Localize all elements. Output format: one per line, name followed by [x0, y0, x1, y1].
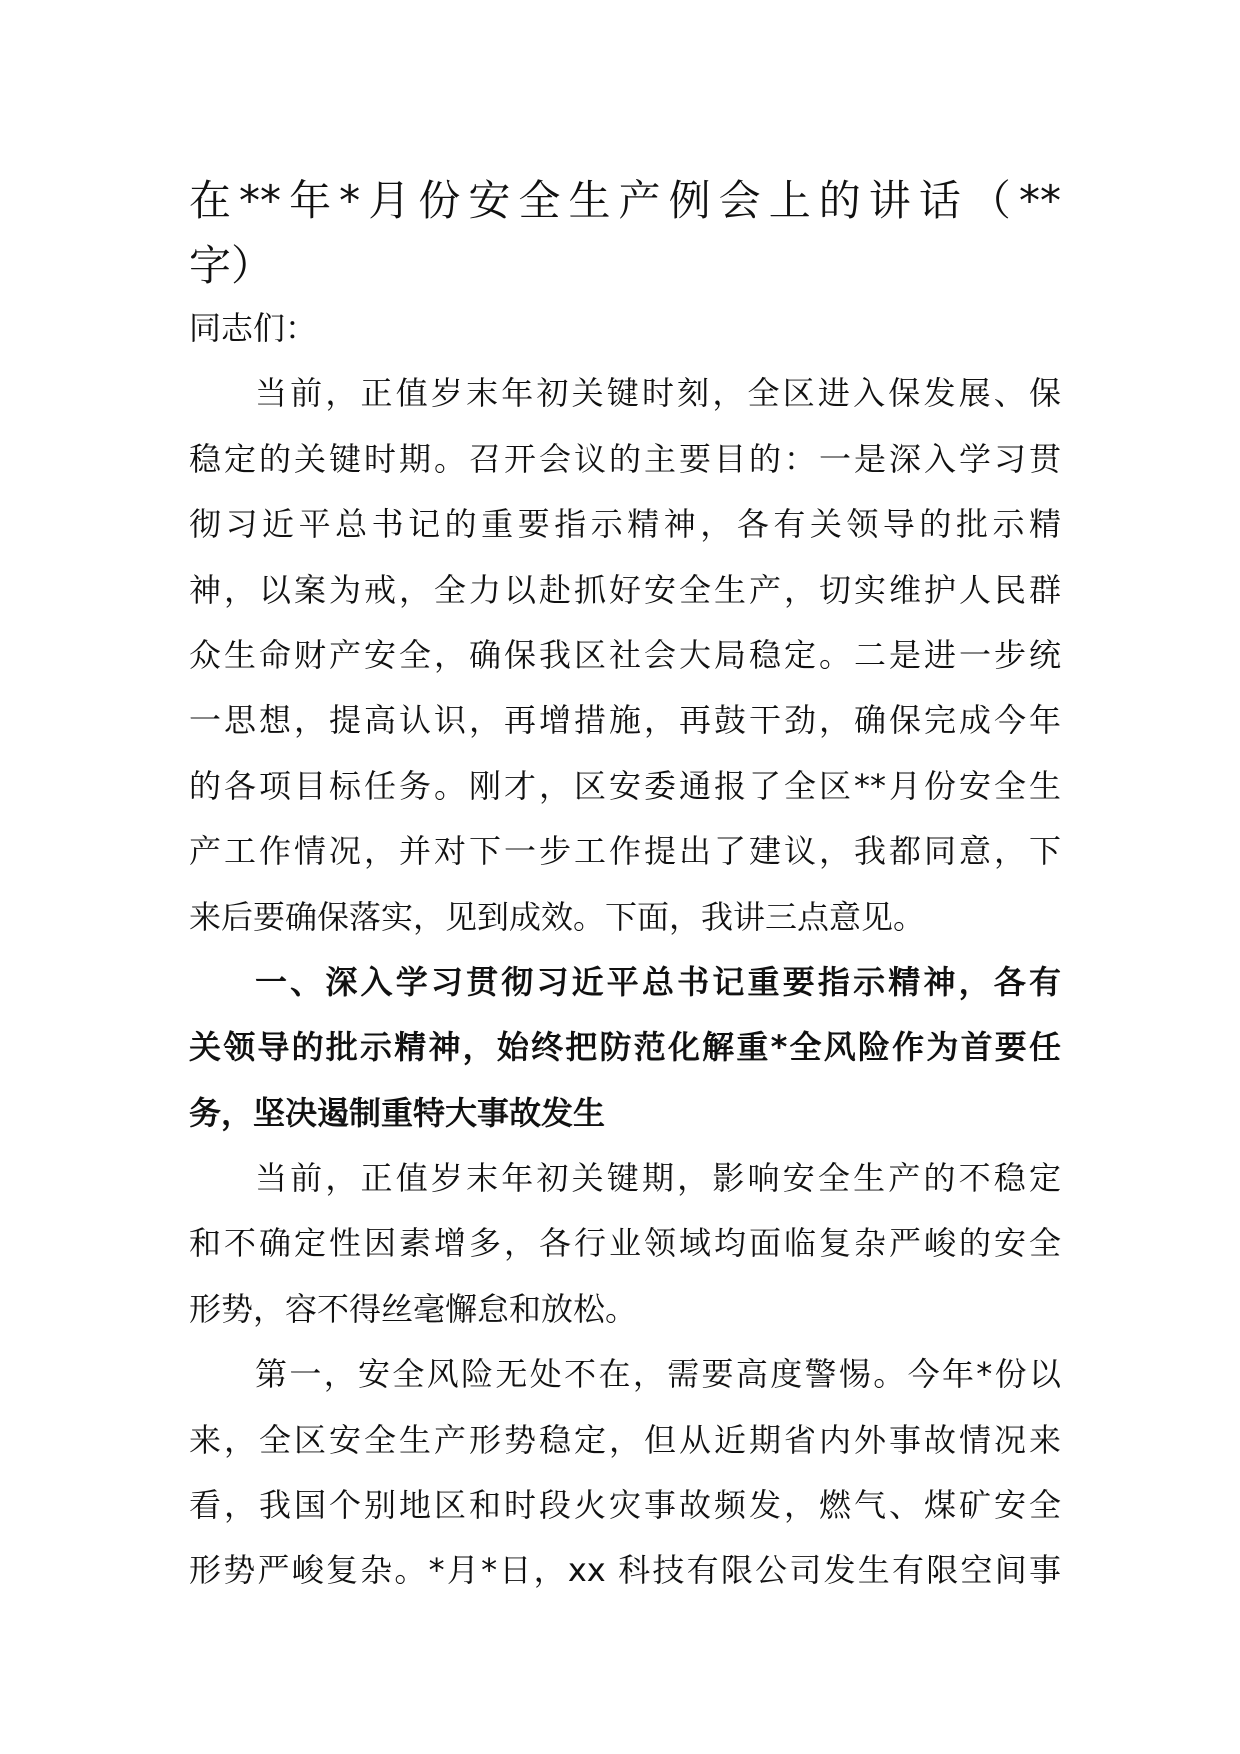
section-heading-1	[189, 950, 1061, 1146]
text-line: 一思想，提高认识，再增措施，再鼓干劲，确保完成今年	[189, 701, 1061, 740]
title-line: 在**年*月份安全生产例会上的讲话（**	[189, 176, 1061, 225]
document-body	[189, 296, 1061, 1604]
text-line: 稳定的关键时期。召开会议的主要目的：一是深入学习贯	[189, 439, 1061, 478]
text-line: 看，我国个别地区和时段火灾事故频发，燃气、煤矿安全	[189, 1486, 1061, 1525]
text-line: 形势，容不得丝毫懈怠和放松。	[189, 1289, 638, 1328]
text-line: 的各项目标任务。刚才，区安委通报了全区**月份安全生	[189, 766, 1061, 805]
heading-line: 关领导的批示精神，始终把防范化解重*全风险作为首要任	[189, 1028, 1061, 1067]
heading-line: 务，坚决遏制重特大事故发生	[189, 1093, 606, 1132]
text-line: 神，以案为戒，全力以赴抓好安全生产，切实维护人民群	[189, 570, 1061, 609]
salutation: 同志们：	[189, 309, 318, 347]
paragraph-first-point	[189, 1342, 1061, 1604]
text-line: 和不确定性因素增多，各行业领域均面临复杂严峻的安全	[189, 1224, 1061, 1263]
paragraph-situation	[189, 1146, 1061, 1342]
text-line: 形势严峻复杂。*月*日，xx 科技有限公司发生有限空间事	[189, 1551, 1061, 1590]
heading-line: 一、深入学习贯彻习近平总书记重要指示精神，各有	[255, 962, 1061, 1001]
text-line: 来后要确保落实，见到成效。下面，我讲三点意见。	[189, 897, 926, 936]
text-line: 彻习近平总书记的重要指示精神，各有关领导的批示精	[189, 505, 1061, 544]
text-line: 当前，正值岁末年初关键期，影响安全生产的不稳定	[255, 1159, 1061, 1198]
title-line: 字）	[189, 241, 274, 291]
paragraph-intro	[189, 361, 1061, 950]
text-line: 众生命财产安全，确保我区社会大局稳定。二是进一步统	[189, 635, 1061, 674]
text-line: 来，全区安全生产形势稳定，但从近期省内外事故情况来	[189, 1420, 1061, 1459]
text-line: 产工作情况，并对下一步工作提出了建议，我都同意，下	[189, 832, 1061, 871]
text-line: 第一，安全风险无处不在，需要高度警惕。今年*份以	[255, 1355, 1061, 1394]
text-line: 当前，正值岁末年初关键时刻，全区进入保发展、保	[255, 374, 1061, 413]
document-title	[189, 170, 1061, 301]
